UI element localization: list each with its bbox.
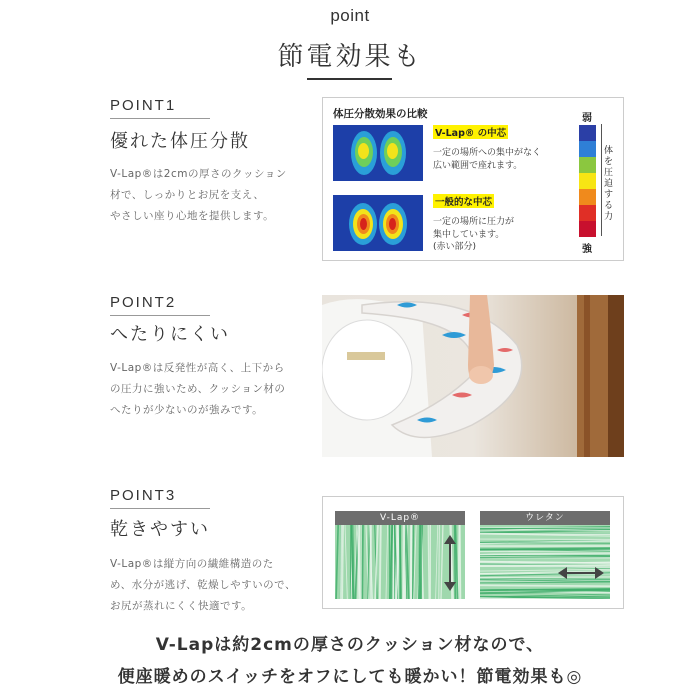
scale-segment <box>579 189 596 205</box>
scale-axis-label: 体を圧迫する力 <box>604 146 614 222</box>
point1-label: POINT1 <box>110 97 177 114</box>
scale-axis-line <box>601 124 602 236</box>
urethane-fiber-swatch <box>480 511 610 599</box>
toilet-seat-photo-illustration <box>322 295 624 457</box>
scale-segment <box>579 125 596 141</box>
point2-label: POINT2 <box>110 294 177 311</box>
vlap-core-description <box>433 147 541 172</box>
vlap-fiber-swatch <box>335 511 465 599</box>
point1-desc-line: V-Lap®は2cmの厚さのクッション <box>110 168 287 180</box>
point1-description <box>110 164 310 227</box>
point3-desc-line: お尻が蒸れにくく快適です。 <box>110 600 253 612</box>
scale-weak-label: 弱 <box>582 113 592 124</box>
point3-desc-line: め、水分が逃げ、乾燥しやすいので、 <box>110 579 296 591</box>
scale-segment <box>579 157 596 173</box>
horizontal-arrow-icon <box>558 566 604 580</box>
scale-segment <box>579 221 596 237</box>
general-desc-line: 一定の場所に圧力が <box>433 217 515 227</box>
point3-title: 乾きやすい <box>110 519 210 540</box>
point3-rule <box>110 508 210 509</box>
general-core-description <box>433 216 514 254</box>
page-title: 節電効果も <box>277 42 423 72</box>
general-pressure-heatmap <box>333 195 423 251</box>
point2-desc-line: へたりが少ないのが強みです。 <box>110 404 264 416</box>
header-point-label: point <box>330 6 370 25</box>
scale-segment <box>579 205 596 221</box>
point1-title: 優れた体圧分散 <box>110 131 250 152</box>
point2-rule <box>110 315 210 316</box>
general-desc-line: 集中しています。 <box>433 229 505 240</box>
horizontal-fiber-texture <box>480 525 610 599</box>
vlap-desc-line: 一定の場所への集中がなく <box>433 148 542 158</box>
vlap-pressure-heatmap <box>333 125 423 181</box>
point2-description <box>110 358 310 421</box>
footer-line-1: V-Lapは約2cmの厚さのクッション材なので、 <box>155 635 545 655</box>
scale-strong-label: 強 <box>582 244 592 255</box>
point1-rule <box>110 118 210 119</box>
point3-description <box>110 554 310 617</box>
point2-desc-line: の圧力に強いため、クッション材の <box>110 383 286 395</box>
general-core-heading: 一般的な中芯 <box>433 194 494 208</box>
point1-desc-line: やさしい座り心地を提供します。 <box>110 210 275 222</box>
title-underline <box>307 78 392 80</box>
urethane-swatch-label: ウレタン <box>480 511 610 525</box>
vlap-swatch-label: V-Lap® <box>335 511 465 525</box>
vlap-core-heading: V-Lap® の中芯 <box>433 125 508 139</box>
pressure-comparison-panel <box>322 97 624 261</box>
footer-line-2: 便座暖めのスイッチをオフにしても暖かい！節電効果も◎ <box>117 667 583 687</box>
scale-segment <box>579 141 596 157</box>
point1-desc-line: 材で、しっかりとお尻を支え、 <box>110 189 265 201</box>
general-desc-line: (赤い部分) <box>433 242 477 252</box>
point2-title: へたりにくい <box>110 324 230 345</box>
pressure-panel-title: 体圧分散効果の比較 <box>333 108 428 120</box>
vertical-arrow-icon <box>443 535 457 591</box>
point3-desc-line: V-Lap®は縦方向の繊維構造のた <box>110 558 274 570</box>
point2-desc-line: V-Lap®は反発性が高く、上下から <box>110 362 285 374</box>
fiber-structure-panel <box>322 496 624 609</box>
point3-label: POINT3 <box>110 487 177 504</box>
pressure-color-scale <box>579 125 596 237</box>
seat-cover-press-photo <box>322 295 624 457</box>
scale-segment <box>579 173 596 189</box>
vlap-desc-line: 広い範囲で座れます。 <box>433 160 523 171</box>
